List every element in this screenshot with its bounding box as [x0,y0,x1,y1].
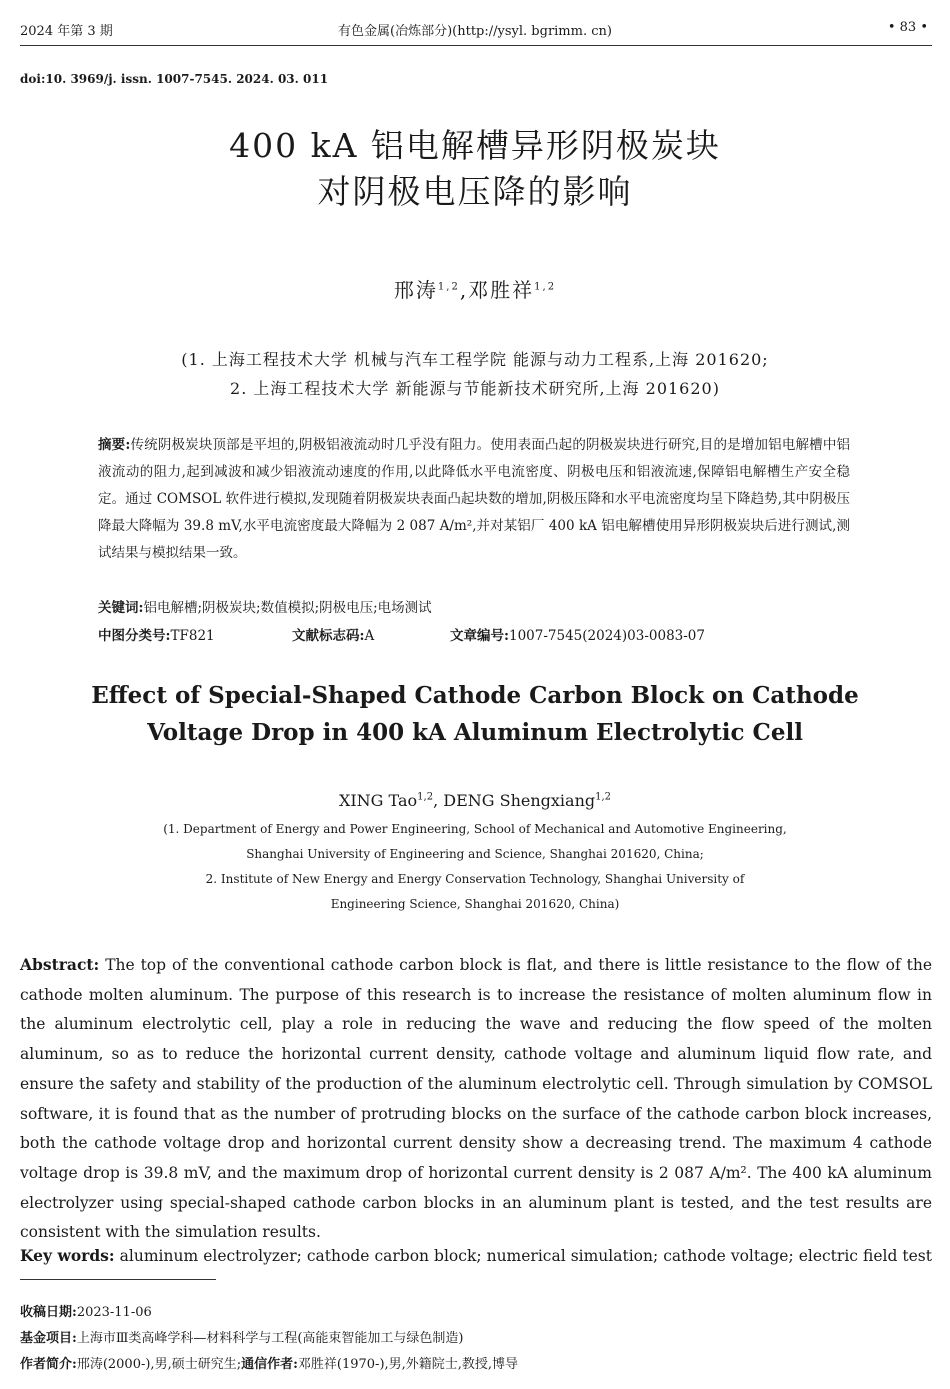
title-cn-line2: 对阴极电压降的影响 [317,172,633,211]
keywords-cn-text: 铝电解槽;阴极炭块;数值模拟;阴极电压;电场测试 [143,600,432,616]
doi: doi:10. 3969/j. issn. 1007-7545. 2024. 03. 011 [20,72,329,86]
keywords-en [20,1246,932,1265]
abstract-cn-text: 传统阴极炭块顶部是平坦的,阴极铝液流动时几乎没有阻力。使用表面凸起的阴极炭块进行研究,目的是增加铝电解槽中铝液流动的阻力,起到减波和减少铝液流动速度的作用,以此降低水平电流密度、阴极电压和铝液流速,保障铝电解槽生产安全稳定。通过 COMSOL 软件进行模拟,发现随着阴极炭块表面凸起块数的增加,阴极压降和水平电流密度均呈下降趋势,其中阴极压降最大降幅为 39.8 mV,水平电流密度最大降幅为 2 087 A/m²,并对某铝厂 400 kA 铝电解槽使用异形阴极炭块后进行测试,测试结果与模拟结果一致。 [98,437,850,561]
header-rule [20,45,932,46]
footnote-fund: 基金项目:上海市Ⅲ类高峰学科—材料科学与工程(高能束智能加工与绿色制造) [20,1331,464,1346]
affiliation-en-3: 2. Institute of New Energy and Energy Conservation Technology, Shanghai University of [205,872,745,886]
author-cn-1-affil: 1,2 [437,281,460,293]
title-cn-line1: 400 kA 铝电解槽异形阴极炭块 [229,126,721,165]
header-issue: 2024 年第 3 期 [20,24,113,39]
affiliation-cn-1: (1. 上海工程技术大学 机械与汽车工程学院 能源与动力工程系,上海 201620; [181,350,769,369]
author-cn-2: 邓胜祥 [468,278,535,302]
article-number: 文章编号:1007-7545(2024)03-0083-07 [450,628,705,644]
affiliation-en-4: Engineering Science, Shanghai 201620, China) [330,897,620,911]
author-en-sep: , [433,791,444,810]
header-page-number: • 83 • [887,20,928,35]
affiliation-en-2: Shanghai University of Engineering and Science, Shanghai 201620, China; [246,847,704,861]
keywords-cn [98,596,850,616]
abstract-cn-label: 摘要: [98,437,131,453]
document-code: 文献标志码:A [292,628,375,644]
author-cn-1: 邢涛 [393,278,438,302]
keywords-en-text: aluminum electrolyzer; cathode carbon block; numerical simulation; cathode voltage; electric field test [119,1247,932,1265]
abstract-en-label: Abstract: [20,955,100,974]
affiliation-cn-2: 2. 上海工程技术大学 新能源与节能新技术研究所,上海 201620) [230,379,720,398]
title-en-line1: Effect of Special-Shaped Cathode Carbon Block on Cathode [91,682,859,709]
header-journal: 有色金属(冶炼部分)(http://ysyl. bgrimm. cn) [338,24,612,39]
author-cn-2-affil: 1,2 [534,281,557,293]
footnote-rule [20,1279,216,1280]
affiliation-en-1: (1. Department of Energy and Power Engineering, School of Mechanical and Automotive Engineering, [163,822,787,836]
abstract-cn [98,432,850,567]
authors-en [0,791,950,810]
title-en-line2: Voltage Drop in 400 kA Aluminum Electrolytic Cell [147,719,803,746]
author-en-2: DENG Shengxiang [443,791,596,810]
author-en-2-affil: 1,2 [595,791,612,803]
keywords-cn-label: 关键词: [98,600,144,616]
keywords-en-label: Key words: [20,1246,115,1265]
abstract-en [20,950,932,1248]
footnote-received: 收稿日期:2023-11-06 [20,1305,152,1320]
clc-number: 中图分类号:TF821 [98,628,215,644]
abstract-en-text: The top of the conventional cathode carbon block is flat, and there is little resistance to the flow of the cathode molten aluminum. The purpose of this research is to increase the resistance of molten aluminum flow in the aluminum electrolytic cell, play a role in reducing the wave and reducing the flow speed of the molten aluminum, so as to reduce the horizontal current density, cathode voltage and aluminum liquid flow rate, and ensure the safety and stability of the production of the aluminum electrolytic cell. Through simulation by COMSOL software, it is found that as the number of protruding blocks on the surface of the cathode carbon block increases, both the cathode voltage drop and horizontal current density show a decreasing trend. The maximum 4 cathode voltage drop is 39.8 mV, and the maximum drop of horizontal current density is 2 087 A/m². The 400 kA aluminum electrolyzer using special-shaped cathode carbon blocks in an aluminum plant is tested, and the test results are consistent with the simulation results. [20,956,932,1242]
author-en-1-affil: 1,2 [417,791,434,803]
footnote-author: 作者简介:邢涛(2000-),男,硕士研究生;通信作者:邓胜祥(1970-),男,外籍院士,教授,博导 [20,1357,519,1372]
author-cn-sep: , [459,278,469,302]
author-en-1: XING Tao [338,791,418,810]
authors-cn [0,274,950,303]
